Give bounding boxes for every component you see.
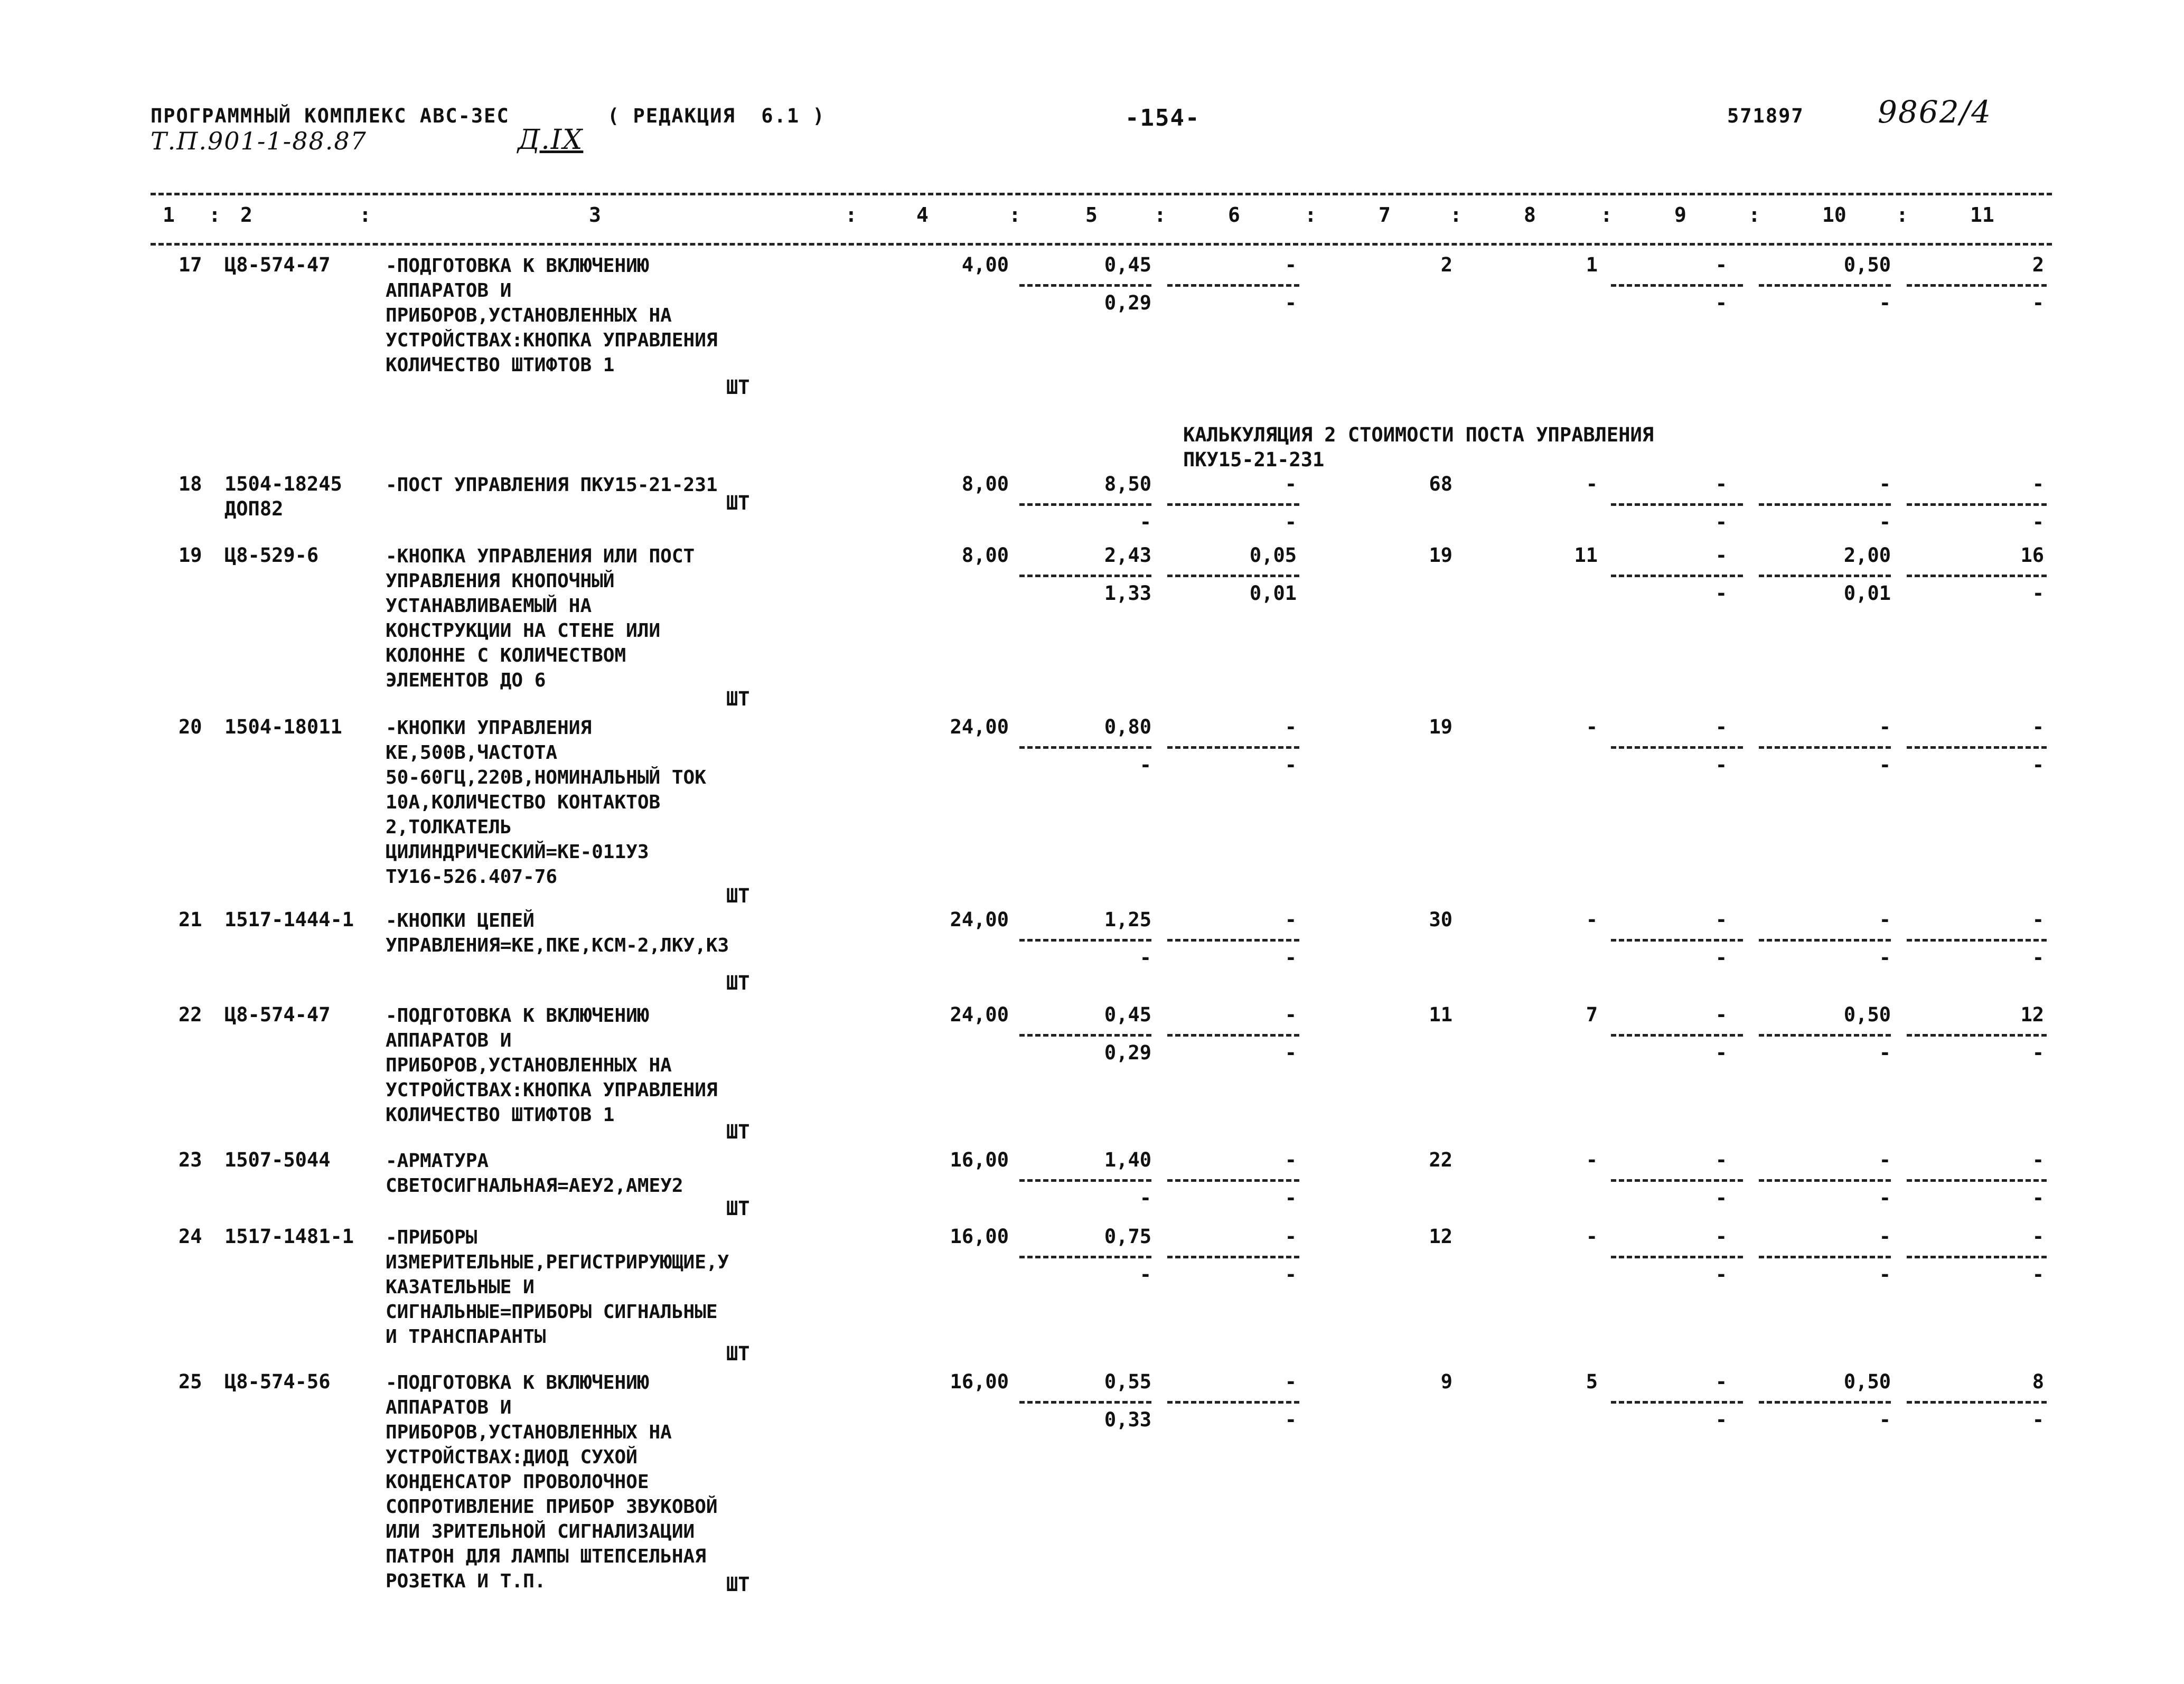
calculation-note-line2: ПКУ15-21-231 (1183, 448, 1325, 471)
row-unit: ШТ (726, 688, 750, 710)
row-col11-bottom: - (2032, 582, 2044, 605)
row-code: 1517-1444-1 (224, 908, 354, 931)
row-code: Ц8-529-6 (224, 544, 319, 567)
doc-code: 571897 (1727, 105, 1804, 127)
row-col10-bottom: - (1879, 1187, 1891, 1209)
row-quantity: 16,00 (950, 1225, 1009, 1248)
row-col9-rule (1611, 1034, 1743, 1037)
row-col10-bottom: - (1879, 946, 1891, 969)
program-name: ПРОГРАММНЫЙ КОМПЛЕКС АВС-3ЕС (151, 105, 510, 127)
row-col6-rule (1167, 746, 1299, 749)
row-col9-bottom: - (1715, 1187, 1727, 1209)
row-col5-bottom: 0,33 (1104, 1408, 1151, 1431)
header-bottom-rule (151, 243, 2052, 246)
row-col5-rule (1019, 1179, 1151, 1182)
row-col10-bottom: - (1879, 1408, 1891, 1431)
row-col11-top: 12 (2020, 1003, 2044, 1026)
row-col8: - (1586, 908, 1598, 931)
row-col5-top: 0,80 (1104, 716, 1151, 738)
row-col7: 22 (1429, 1149, 1452, 1171)
row-col11-top: 8 (2032, 1370, 2044, 1393)
row-col9-rule (1611, 284, 1743, 287)
row-col9-bottom: - (1715, 946, 1727, 969)
row-col9-rule (1611, 1401, 1743, 1404)
row-col11-bottom: - (2032, 754, 2044, 776)
row-number: 25 (179, 1370, 202, 1393)
row-col11-rule (1907, 503, 2047, 506)
row-col10-rule (1759, 1256, 1891, 1258)
row-description: -КНОПКИ ЦЕПЕЙ УПРАВЛЕНИЯ=КЕ,ПКЕ,КСМ-2,ЛКУ,КЗ (386, 910, 729, 956)
row-col11-bottom: - (2032, 946, 2044, 969)
row-col10-bottom: - (1879, 1263, 1891, 1286)
row-col5-top: 0,75 (1104, 1225, 1151, 1248)
row-col11-rule (1907, 1179, 2047, 1182)
row-quantity: 8,00 (961, 473, 1009, 495)
row-col11-bottom: - (2032, 1041, 2044, 1064)
row-col11-top: - (2032, 1225, 2044, 1248)
row-col11-bottom: - (2032, 1408, 2044, 1431)
row-unit: ШТ (726, 492, 750, 514)
row-col5-top: 0,45 (1104, 253, 1151, 276)
row-unit: ШТ (726, 972, 750, 994)
row-col5-bottom: 0,29 (1104, 1041, 1151, 1064)
calculation-note-line1: КАЛЬКУЛЯЦИЯ 2 СТОИМОСТИ ПОСТА УПРАВЛЕНИЯ (1183, 424, 1654, 446)
row-col6-top: - (1285, 1149, 1297, 1171)
row-col5-top: 0,55 (1104, 1370, 1151, 1393)
row-unit: ШТ (726, 1197, 750, 1220)
col-9: 9 (1674, 203, 1686, 227)
row-quantity: 16,00 (950, 1370, 1009, 1393)
row-col5-bottom: - (1139, 946, 1151, 969)
col-11: 11 (1970, 203, 1994, 227)
col-3: 3 (589, 203, 601, 227)
row-col11-top: - (2032, 908, 2044, 931)
row-col5-rule (1019, 1256, 1151, 1258)
row-col8: - (1586, 1225, 1598, 1248)
col-separator: : (845, 203, 857, 227)
row-col6-top: - (1285, 1225, 1297, 1248)
row-col6-top: - (1285, 908, 1297, 931)
row-quantity: 8,00 (961, 544, 1009, 567)
row-col11-rule (1907, 746, 2047, 749)
row-col6-top: - (1285, 716, 1297, 738)
row-col7: 68 (1429, 473, 1452, 495)
row-col6-bottom: - (1285, 946, 1297, 969)
row-col10-top: - (1879, 473, 1891, 495)
col-2: 2 (240, 203, 252, 227)
row-number: 23 (179, 1149, 202, 1171)
row-col6-rule (1167, 939, 1299, 942)
col-separator: : (1450, 203, 1462, 227)
row-col10-bottom: - (1879, 511, 1891, 533)
row-col5-rule (1019, 746, 1151, 749)
row-col11-bottom: - (2032, 511, 2044, 533)
row-col5-rule (1019, 503, 1151, 506)
row-col6-top: - (1285, 473, 1297, 495)
col-separator: : (209, 203, 221, 227)
row-quantity: 4,00 (961, 253, 1009, 276)
col-10: 10 (1822, 203, 1846, 227)
header-top-rule (151, 193, 2052, 195)
row-col9-top: - (1715, 473, 1727, 495)
row-col6-rule (1167, 1034, 1299, 1037)
row-col11-rule (1907, 939, 2047, 942)
row-col9-bottom: - (1715, 1263, 1727, 1286)
row-col11-rule (1907, 1256, 2047, 1258)
row-col7: 9 (1440, 1370, 1452, 1393)
row-col11-rule (1907, 575, 2047, 577)
row-col5-bottom: 1,33 (1104, 582, 1151, 605)
row-quantity: 16,00 (950, 1149, 1009, 1171)
row-code: 1504-18011 (224, 716, 342, 738)
row-col6-top: 0,05 (1249, 544, 1297, 567)
row-col5-rule (1019, 575, 1151, 577)
row-col9-top: - (1715, 1149, 1727, 1171)
row-col10-top: - (1879, 1149, 1891, 1171)
row-col11-rule (1907, 1034, 2047, 1037)
row-col8: - (1586, 473, 1598, 495)
row-description: -ПОДГОТОВКА К ВКЛЮЧЕНИЮ АППАРАТОВ И ПРИБОРОВ,УСТАНОВЛЕННЫХ НА УСТРОЙСТВАХ:КНОПКА УПРАВЛЕНИЯ КОЛИЧЕСТВО ШТИФТОВ 1 (386, 255, 718, 376)
row-unit: ШТ (726, 885, 750, 907)
row-col9-bottom: - (1715, 1041, 1727, 1064)
row-col10-top: - (1879, 908, 1891, 931)
row-col10-rule (1759, 575, 1891, 577)
row-col10-rule (1759, 939, 1891, 942)
row-number: 17 (179, 253, 202, 276)
col-1: 1 (163, 203, 175, 227)
row-col9-bottom: - (1715, 754, 1727, 776)
row-col6-rule (1167, 1401, 1299, 1404)
row-quantity: 24,00 (950, 716, 1009, 738)
row-col9-top: - (1715, 716, 1727, 738)
row-col10-top: - (1879, 716, 1891, 738)
row-number: 20 (179, 716, 202, 738)
row-col6-bottom: - (1285, 291, 1297, 314)
col-separator: : (1154, 203, 1166, 227)
row-col6-bottom: - (1285, 1263, 1297, 1286)
col-5: 5 (1085, 203, 1098, 227)
row-col10-top: 2,00 (1843, 544, 1891, 567)
row-code: 1517-1481-1 (224, 1225, 354, 1248)
row-col6-rule (1167, 1256, 1299, 1258)
row-col9-top: - (1715, 1370, 1727, 1393)
row-col10-top: - (1879, 1225, 1891, 1248)
row-number: 24 (179, 1225, 202, 1248)
row-description: -ПРИБОРЫ ИЗМЕРИТЕЛЬНЫЕ,РЕГИСТРИРУЮЩИЕ,У КАЗАТЕЛЬНЫЕ И СИГНАЛЬНЫЕ=ПРИБОРЫ СИГНАЛЬНЫЕ И ТРАНСПАРАНТЫ (386, 1227, 729, 1348)
row-col9-rule (1611, 939, 1743, 942)
row-col6-top: - (1285, 253, 1297, 276)
row-col9-bottom: - (1715, 582, 1727, 605)
sheet-number: 9862/4 (1878, 94, 1992, 130)
row-col9-top: - (1715, 544, 1727, 567)
row-description: -АРМАТУРА СВЕТОСИГНАЛЬНАЯ=АЕУ2,АМЕУ2 (386, 1150, 683, 1197)
row-col6-rule (1167, 284, 1299, 287)
row-code: Ц8-574-56 (224, 1370, 331, 1393)
row-description: -ПОСТ УПРАВЛЕНИЯ ПКУ15-21-231 (386, 474, 718, 496)
row-col10-rule (1759, 284, 1891, 287)
row-col11-bottom: - (2032, 1263, 2044, 1286)
row-col11-top: 16 (2020, 544, 2044, 567)
row-col5-rule (1019, 939, 1151, 942)
row-col8: 1 (1586, 253, 1598, 276)
col-separator: : (1009, 203, 1021, 227)
row-description: -КНОПКА УПРАВЛЕНИЯ ИЛИ ПОСТ УПРАВЛЕНИЯ КНОПОЧНЫЙ УСТАНАВЛИВАЕМЫЙ НА КОНСТРУКЦИИ НА СТЕНЕ ИЛИ КОЛОННЕ С КОЛИЧЕСТВОМ ЭЛЕМЕНТОВ ДО 6 (386, 545, 695, 691)
row-col11-rule (1907, 284, 2047, 287)
row-col10-bottom: 0,01 (1843, 582, 1891, 605)
row-code: 1504-18245 (224, 473, 342, 495)
row-col10-rule (1759, 746, 1891, 749)
row-col6-bottom: - (1285, 754, 1297, 776)
row-col10-top: 0,50 (1843, 1003, 1891, 1026)
row-quantity: 24,00 (950, 908, 1009, 931)
row-col5-top: 1,25 (1104, 908, 1151, 931)
row-col8: - (1586, 1149, 1598, 1171)
row-col6-bottom: - (1285, 1187, 1297, 1209)
row-col8: - (1586, 716, 1598, 738)
row-code-extra: ДОП82 (224, 497, 284, 520)
row-col9-top: - (1715, 908, 1727, 931)
row-col11-top: - (2032, 473, 2044, 495)
row-description: -ПОДГОТОВКА К ВКЛЮЧЕНИЮ АППАРАТОВ И ПРИБОРОВ,УСТАНОВЛЕННЫХ НА УСТРОЙСТВАХ:ДИОД СУХОЙ КОНДЕНСАТОР ПРОВОЛОЧНОЕ СОПРОТИВЛЕНИЕ ПРИБОР ЗВУКОВОЙ ИЛИ ЗРИТЕЛЬНОЙ СИГНАЛИЗАЦИИ ПАТРОН ДЛЯ ЛАМПЫ ШТЕПСЕЛЬНАЯ РОЗЕТКА И Т.П. (386, 1372, 718, 1592)
row-col9-rule (1611, 746, 1743, 749)
calculation-note (1183, 422, 1654, 472)
row-col11-top: - (2032, 1149, 2044, 1171)
row-col5-rule (1019, 1034, 1151, 1037)
row-col9-bottom: - (1715, 1408, 1727, 1431)
row-col5-rule (1019, 1401, 1151, 1404)
col-separator: : (1305, 203, 1317, 227)
row-col10-bottom: - (1879, 754, 1891, 776)
row-col8: 7 (1586, 1003, 1598, 1026)
row-col5-top: 1,40 (1104, 1149, 1151, 1171)
row-number: 22 (179, 1003, 202, 1026)
row-col6-bottom: - (1285, 1041, 1297, 1064)
row-col5-top: 8,50 (1104, 473, 1151, 495)
row-col10-top: 0,50 (1843, 1370, 1891, 1393)
row-col10-bottom: - (1879, 1041, 1891, 1064)
row-unit: ШТ (726, 1121, 750, 1143)
row-col11-rule (1907, 1401, 2047, 1404)
col-8: 8 (1524, 203, 1536, 227)
row-unit: ШТ (726, 1573, 750, 1596)
row-col5-bottom: 0,29 (1104, 291, 1151, 314)
row-code: Ц8-574-47 (224, 1003, 331, 1026)
row-col5-top: 0,45 (1104, 1003, 1151, 1026)
row-col10-rule (1759, 1034, 1891, 1037)
row-col5-bottom: - (1139, 754, 1151, 776)
col-separator: : (1600, 203, 1613, 227)
row-col9-rule (1611, 1179, 1743, 1182)
row-col9-top: - (1715, 253, 1727, 276)
page-number: -154- (1125, 105, 1201, 131)
row-col6-rule (1167, 503, 1299, 506)
row-col5-rule (1019, 284, 1151, 287)
row-col9-rule (1611, 575, 1743, 577)
row-col7: 30 (1429, 908, 1452, 931)
row-col9-bottom: - (1715, 291, 1727, 314)
row-col6-bottom: - (1285, 1408, 1297, 1431)
row-col10-rule (1759, 503, 1891, 506)
row-col10-rule (1759, 1179, 1891, 1182)
row-col11-bottom: - (2032, 291, 2044, 314)
row-col6-rule (1167, 575, 1299, 577)
row-code: Ц8-574-47 (224, 253, 331, 276)
row-col7: 12 (1429, 1225, 1452, 1248)
row-description: -ПОДГОТОВКА К ВКЛЮЧЕНИЮ АППАРАТОВ И ПРИБОРОВ,УСТАНОВЛЕННЫХ НА УСТРОЙСТВАХ:КНОПКА УПРАВЛЕНИЯ КОЛИЧЕСТВО ШТИФТОВ 1 (386, 1005, 718, 1126)
row-col7: 19 (1429, 544, 1452, 567)
col-separator: : (359, 203, 371, 227)
row-col6-top: - (1285, 1370, 1297, 1393)
row-code: 1507-5044 (224, 1149, 331, 1171)
row-number: 18 (179, 473, 202, 495)
edition: ( РЕДАКЦИЯ 6.1 ) (607, 105, 826, 127)
row-col6-top: - (1285, 1003, 1297, 1026)
row-col9-bottom: - (1715, 511, 1727, 533)
row-unit: ШТ (726, 376, 750, 399)
row-unit: ШТ (726, 1342, 750, 1365)
row-col5-bottom: - (1139, 511, 1151, 533)
row-col11-top: 2 (2032, 253, 2044, 276)
col-4: 4 (916, 203, 929, 227)
row-col10-bottom: - (1879, 291, 1891, 314)
row-quantity: 24,00 (950, 1003, 1009, 1026)
row-number: 21 (179, 908, 202, 931)
row-col6-bottom: - (1285, 511, 1297, 533)
col-7: 7 (1379, 203, 1391, 227)
row-col5-bottom: - (1139, 1187, 1151, 1209)
row-col6-bottom: 0,01 (1249, 582, 1297, 605)
row-col9-top: - (1715, 1003, 1727, 1026)
row-col7: 19 (1429, 716, 1452, 738)
row-col10-top: 0,50 (1843, 253, 1891, 276)
row-col11-bottom: - (2032, 1187, 2044, 1209)
col-separator: : (1896, 203, 1908, 227)
row-col5-bottom: - (1139, 1263, 1151, 1286)
col-separator: : (1748, 203, 1760, 227)
row-col9-top: - (1715, 1225, 1727, 1248)
row-col8: 11 (1574, 544, 1598, 567)
album-mark: Д.IX (518, 124, 584, 156)
row-col8: 5 (1586, 1370, 1598, 1393)
row-col7: 11 (1429, 1003, 1452, 1026)
row-col9-rule (1611, 503, 1743, 506)
row-col11-top: - (2032, 716, 2044, 738)
row-number: 19 (179, 544, 202, 567)
col-6: 6 (1228, 203, 1240, 227)
row-col10-rule (1759, 1401, 1891, 1404)
row-col6-rule (1167, 1179, 1299, 1182)
row-col5-top: 2,43 (1104, 544, 1151, 567)
row-description: -КНОПКИ УПРАВЛЕНИЯ КЕ,500В,ЧАСТОТА 50-60ГЦ,220В,НОМИНАЛЬНЫЙ ТОК 10А,КОЛИЧЕСТВО КОНТАКТОВ 2,ТОЛКАТЕЛЬ ЦИЛИНДРИЧЕСКИЙ=КЕ-011У3 ТУ16-526.407-76 (386, 717, 706, 888)
row-col7: 2 (1440, 253, 1452, 276)
project-code: Т.П.901-1-88.87 (151, 127, 367, 155)
row-col9-rule (1611, 1256, 1743, 1258)
